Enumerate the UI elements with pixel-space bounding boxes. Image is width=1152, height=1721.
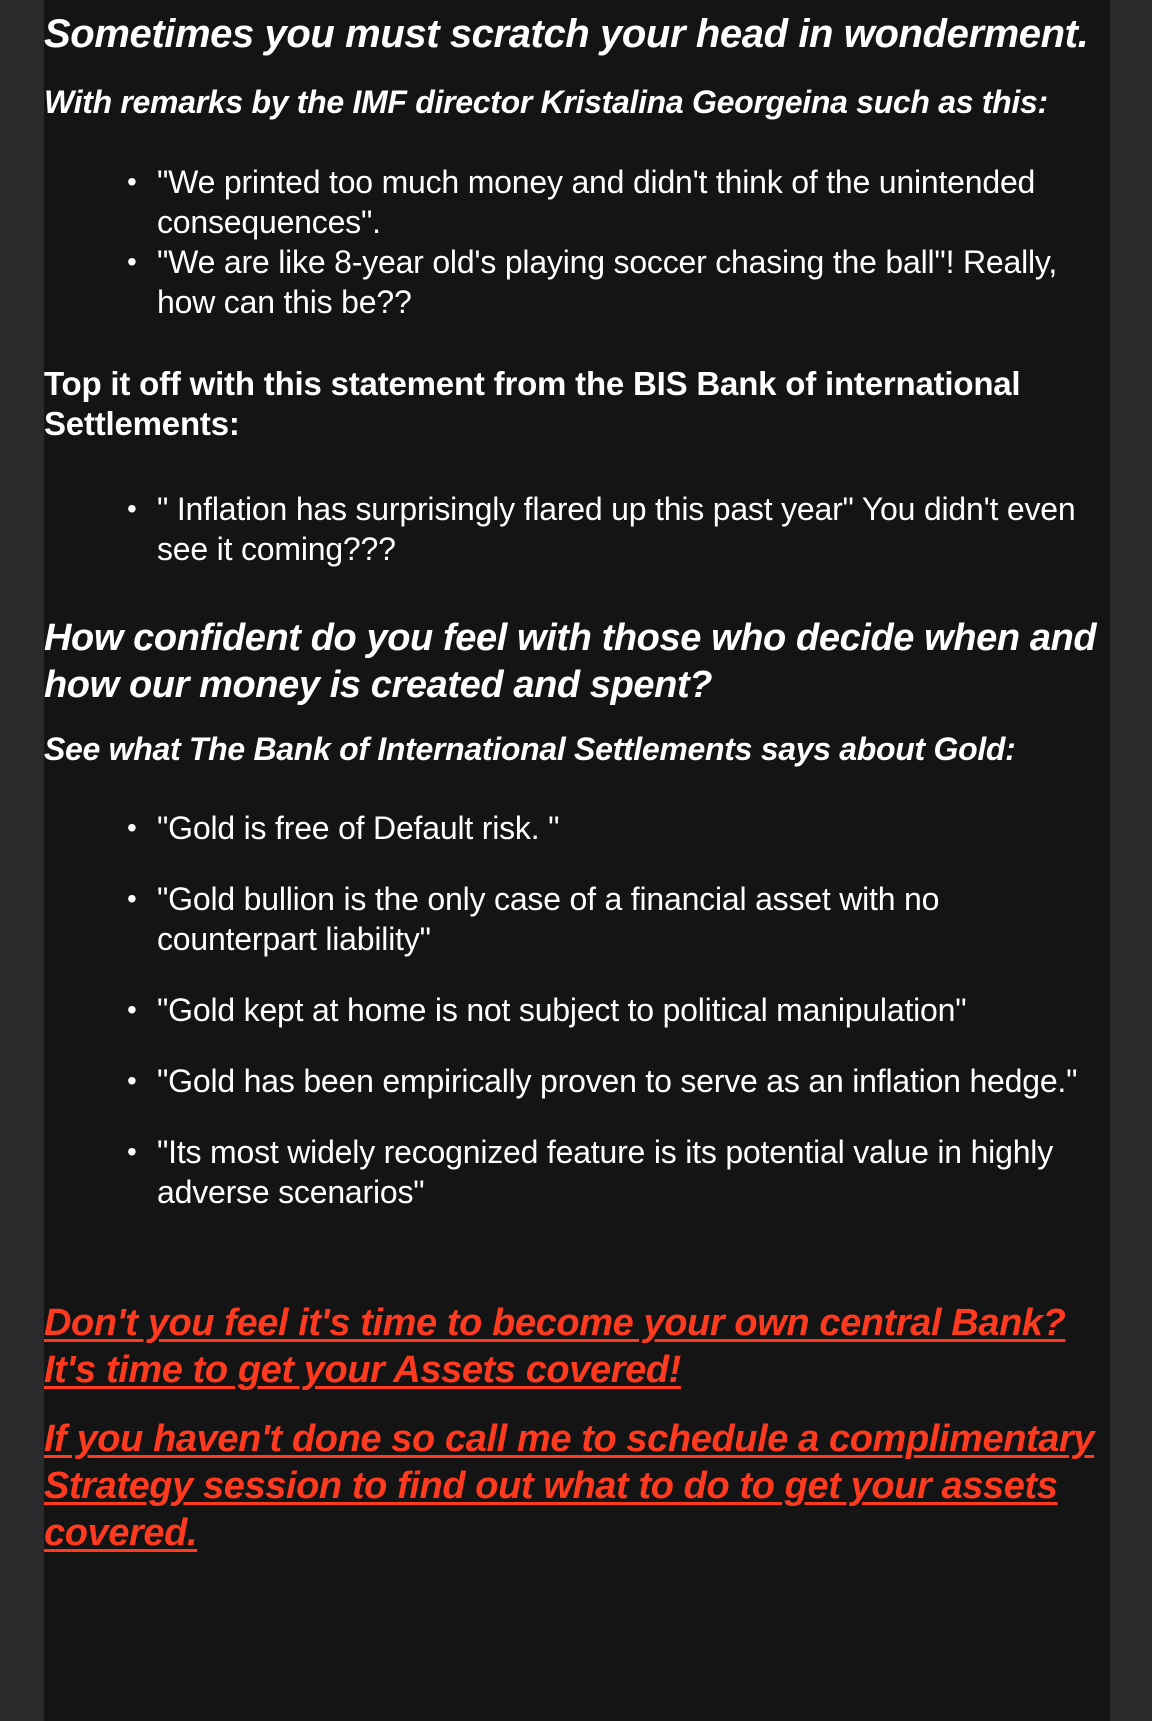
bullet-icon: • [127, 493, 137, 524]
list-item [127, 1132, 1110, 1212]
cta-paragraph-1 [44, 1300, 1110, 1394]
imf-quote-list [44, 162, 1110, 322]
quote-text: "We printed too much money and didn't think of the unintended consequences". [157, 164, 1036, 240]
quote-text: " Inflation has surprisingly flared up this past year" You didn't even see it coming??? [157, 491, 1076, 567]
quote-text: "Its most widely recognized feature is its potential value in highly adverse scenarios" [157, 1134, 1053, 1210]
quote-text: "We are like 8-year old's playing soccer chasing the ball"! Really, how can this be?? [157, 244, 1058, 320]
confidence-heading: How confident do you feel with those who decide when and how our money is created and spent? [44, 617, 1097, 706]
bullet-icon: • [127, 883, 137, 914]
list-item [127, 242, 1110, 322]
email-body[interactable] [44, 0, 1110, 1721]
bullet-icon: • [127, 1136, 137, 1167]
list-item [127, 489, 1110, 569]
list-item [127, 879, 1110, 959]
quote-text: "Gold has been empirically proven to serve as an inflation hedge." [157, 1063, 1078, 1099]
list-item [127, 990, 1110, 1030]
cta-paragraph-2 [44, 1416, 1110, 1557]
quote-text: "Gold kept at home is not subject to political manipulation" [157, 992, 967, 1028]
intro-subheading: With remarks by the IMF director Kristalina Georgeina such as this: [44, 84, 1048, 120]
bis-quote-list [44, 489, 1110, 569]
list-item [127, 162, 1110, 242]
cta-link-schedule-session[interactable]: If you haven't done so call me to schedule a complimentary Strategy session to find out what to do to get your assets covered. [44, 1418, 1095, 1554]
gold-quote-list [44, 808, 1110, 1212]
bullet-icon: • [127, 994, 137, 1025]
intro-heading: Sometimes you must scratch your head in wonderment. [44, 12, 1089, 56]
bullet-icon: • [127, 246, 137, 277]
bullet-icon: • [127, 812, 137, 843]
bullet-icon: • [127, 1065, 137, 1096]
quote-text: "Gold bullion is the only case of a financial asset with no counterpart liability" [157, 881, 940, 957]
email-content [44, 10, 1110, 1557]
bis-heading: Top it off with this statement from the BIS Bank of international Settlements: [44, 365, 1021, 442]
bullet-icon: • [127, 166, 137, 197]
list-item [127, 808, 1110, 848]
list-item [127, 1061, 1110, 1101]
cta-link-own-central-bank[interactable]: Don't you feel it's time to become your own central Bank? It's time to get your Assets covered! [44, 1302, 1066, 1391]
confidence-subheading: See what The Bank of International Settlements says about Gold: [44, 731, 1016, 767]
quote-text: "Gold is free of Default risk. " [157, 810, 560, 846]
